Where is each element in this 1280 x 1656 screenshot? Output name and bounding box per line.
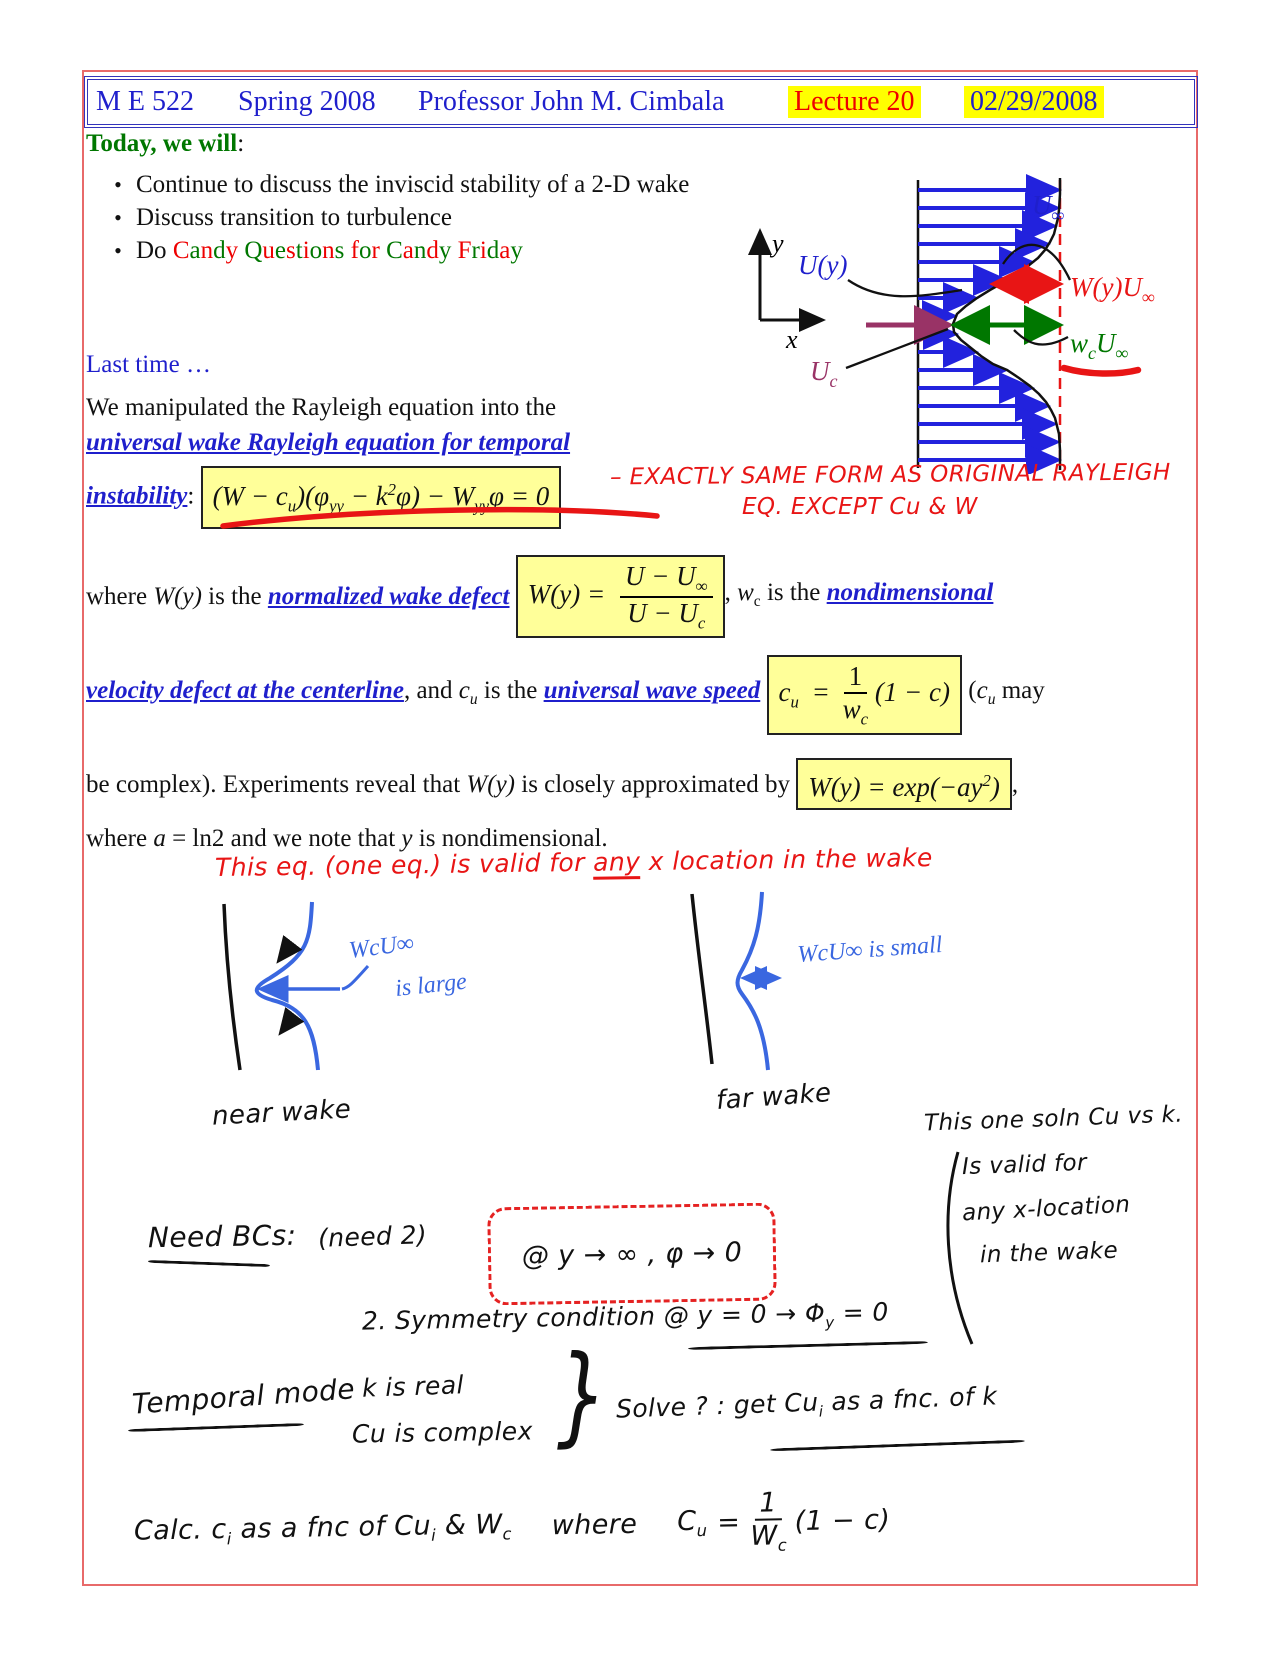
handwritten-note-except: EQ. EXCEPT Cu & W xyxy=(742,494,978,520)
wake-defect-equation: W(y) = $\frac{U - U_\infty}{U - U_c}$ xyxy=(516,555,725,638)
list-item: • Continue to discuss the inviscid stability of a 2-D wake xyxy=(100,168,690,201)
y-axis-label: y xyxy=(772,229,784,258)
wc-small-label: WcU∞ is small xyxy=(796,931,944,968)
uinf-label: $U_\infty$ xyxy=(1032,190,1065,225)
pointer-line xyxy=(342,966,368,989)
need-bcs-label: Need BCs: xyxy=(147,1218,297,1255)
bullet-icon: • xyxy=(114,172,122,197)
soln-note-line4: in the wake xyxy=(979,1237,1119,1269)
need-two-label: (need 2) xyxy=(317,1220,428,1253)
soln-note-line3: any x-location xyxy=(961,1191,1131,1227)
bc2-condition: 2. Symmetry condition @ $y = 0 \to \Phi_y = 0$ xyxy=(361,1297,889,1336)
shallow-wake-profile xyxy=(738,892,769,1070)
paragraph-experiments: be complex). Experiments reveal that W(y) is closely approximated by $W(y) = \exp(-ay^2)$ , xyxy=(86,758,1018,810)
tick-arrow xyxy=(282,1018,292,1031)
soln-note-brace-line xyxy=(928,1148,988,1348)
wake-profile-diagram xyxy=(698,172,1198,474)
uc-label: $U_c$ xyxy=(810,356,838,391)
list-item: • Do Candy Questions for Candy Friday xyxy=(100,234,690,267)
handwritten-validity-note: This eq. (one eq.) is valid for any x location in the wake xyxy=(214,842,933,883)
brace-glyph: } xyxy=(556,1333,609,1458)
solve-note: Solve ? : get $Cu_i$ as a fnc. of k xyxy=(615,1381,998,1424)
lecture-date: 02/29/2008 xyxy=(964,86,1104,118)
paragraph-rayleigh: We manipulated the Rayleigh equation into the universal wake Rayleigh equation for temporal instability: $(W - c_u)(\varphi_{yy} - k^2\varphi) - W_{yy}\varphi = 0$ xyxy=(86,390,686,529)
wc-large-label2: is large xyxy=(393,968,469,1002)
paragraph-wave-speed: velocity defect at the centerline, and $c_u$ is the universal wave speed $c_u$ = $\frac{1}{w_c}$ (1 − c) ($c_u$ may xyxy=(86,655,1045,735)
paragraph-note: where a = ln2 and we note that y is nondimensional. xyxy=(86,825,608,852)
temporal-mode-label: Temporal mode xyxy=(131,1372,356,1421)
far-wake-sketch xyxy=(676,878,1116,1093)
far-wake-label: far wake xyxy=(715,1078,833,1116)
cu-complex-note: Cu is complex xyxy=(351,1416,533,1449)
header-bar xyxy=(84,76,1198,128)
course-code: M E 522 xyxy=(96,86,194,117)
term-label: Spring 2008 xyxy=(238,86,376,117)
bc1-condition: @ y → ∞ , φ → 0 xyxy=(521,1236,743,1272)
lecture-number: Lecture 20 xyxy=(788,86,921,118)
body-line xyxy=(692,894,712,1064)
body-line xyxy=(224,904,240,1070)
deep-wake-profile xyxy=(257,902,318,1070)
k-real-note: k is real xyxy=(361,1370,465,1403)
gaussian-approx-equation: $W(y) = \exp(-ay^2)$ xyxy=(796,758,1012,810)
soln-note-line1: This one soln Cu vs k. xyxy=(923,1101,1184,1137)
soln-note-line2: Is valid for xyxy=(961,1149,1088,1181)
professor-name: Professor John M. Cimbala xyxy=(418,86,725,117)
tick-arrow xyxy=(280,946,290,959)
calc-fraction: $\frac{1}{W_c}$ xyxy=(750,1487,788,1555)
axes xyxy=(760,229,820,354)
bullet-icon: • xyxy=(114,205,122,230)
near-wake-sketch xyxy=(200,866,680,1096)
list-item: • Discuss transition to turbulence xyxy=(100,201,690,234)
red-swoosh-underline xyxy=(215,500,665,536)
today-heading: Today, we will: xyxy=(86,130,245,157)
near-wake-label: near wake xyxy=(211,1094,352,1132)
handwritten-note-exactly: – EXACTLY SAME FORM AS ORIGINAL RAYLEIGH xyxy=(609,459,1171,491)
wyu-label: $W(y)U_\infty$ xyxy=(1070,272,1155,307)
x-axis-label: x xyxy=(786,325,798,354)
last-time-heading: Last time … xyxy=(86,351,211,378)
bullet-icon: • xyxy=(114,238,122,263)
uy-label: U(y) xyxy=(798,250,848,280)
bc1-dashed-box xyxy=(487,1202,777,1305)
paragraph-wake-defect: where W(y) is the normalized wake defect W(y) = $\frac{U - U_\infty}{U - U_c}$ , $w_c$ is the nondimensional xyxy=(86,555,993,638)
calc-note: Calc. $c_i$ as a fnc of $Cu_i$ & $W_c$ where $C_u$ = $\frac{1}{W_c}$ (1 − c) xyxy=(133,1487,891,1555)
wave-speed-equation: $c_u$ = $\frac{1}{w_c}$ (1 − c) xyxy=(767,655,962,735)
universal-rayleigh-equation: $(W - c_u)(\varphi_{yy} - k^2\varphi) - W_{yy}\varphi = 0$ xyxy=(201,466,562,529)
candy-text: Candy Questions for Candy Friday xyxy=(172,237,523,264)
wcu-label: $w_cU_\infty$ xyxy=(1070,328,1129,363)
wc-large-label: WcU∞ xyxy=(347,930,416,964)
red-emphasis-underline xyxy=(1064,368,1138,374)
bullet-list xyxy=(100,168,690,267)
